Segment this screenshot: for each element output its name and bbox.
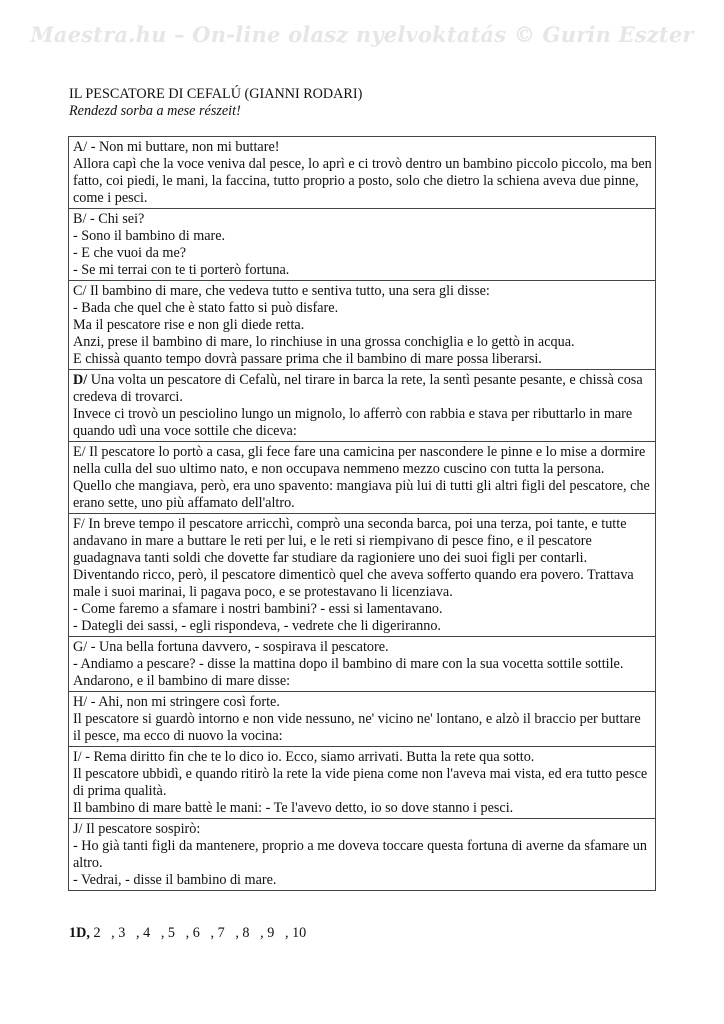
segment-letter: J/ xyxy=(73,821,83,837)
segment-line: - Sono il bambino di mare. xyxy=(73,228,226,244)
segment-line: - E che vuoi da me? xyxy=(73,245,187,261)
segment-text: - Rema diritto fin che te lo dico io. Ecco, siamo arrivati. Butta la rete qua sotto. xyxy=(81,749,535,765)
answer-sequence xyxy=(69,925,306,942)
segment-letter: D/ xyxy=(73,372,88,388)
segment-text: Il pescatore sospirò: xyxy=(82,821,201,837)
segment-letter: F/ xyxy=(73,516,85,532)
segment-cell xyxy=(69,281,656,370)
segment-row xyxy=(69,819,656,891)
segment-line: - Come faremo a sfamare i nostri bambini? - essi si lamentavano. xyxy=(73,601,443,617)
segment-letter: B/ xyxy=(73,211,87,227)
answer-rest: 2 , 3 , 4 , 5 , 6 , 7 , 8 , 9 , 10 xyxy=(89,925,307,941)
segment-line xyxy=(73,821,652,838)
segment-line: - Dategli dei sassi, - egli rispondeva, - vedrete che li digeriranno. xyxy=(73,618,441,634)
segment-line: - Bada che quel che è stato fatto si può disfare. xyxy=(73,300,339,316)
segment-line xyxy=(73,139,652,156)
segment-line: - Vedrai, - disse il bambino di mare. xyxy=(73,872,277,888)
segment-cell xyxy=(69,747,656,819)
segment-cell xyxy=(69,370,656,442)
segment-line: - Ho già tanti figli da mantenere, proprio a me doveva toccare questa fortuna di averne da sfamare un altro. xyxy=(73,838,647,871)
segment-row xyxy=(69,281,656,370)
segment-cell xyxy=(69,637,656,692)
segment-row xyxy=(69,370,656,442)
segment-line: Anzi, prese il bambino di mare, lo rinchiuse in una grossa conchiglia e lo gettò in acqua. xyxy=(73,334,575,350)
segment-cell xyxy=(69,514,656,637)
segment-line: - Se mi terrai con te ti porterò fortuna. xyxy=(73,262,290,278)
segment-line xyxy=(73,372,652,406)
segment-line: Il bambino di mare battè le mani: - Te l'avevo detto, io so dove stanno i pesci. xyxy=(73,800,514,816)
segment-cell xyxy=(69,692,656,747)
segment-cell xyxy=(69,209,656,281)
answer-first: 1D, xyxy=(69,925,90,941)
segment-line: Allora capì che la voce veniva dal pesce, lo aprì e ci trovò dentro un bambino piccolo piccolo, ma ben fatto, coi piedi, le mani, la faccina, tutto proprio a posto, solo che dietro la schiena aveva due pinne, come i pesci. xyxy=(73,156,652,206)
segment-row xyxy=(69,137,656,209)
segment-line: Ma il pescatore rise e non gli diede retta. xyxy=(73,317,305,333)
segment-row xyxy=(69,637,656,692)
story-segments-table xyxy=(68,136,656,891)
segment-line xyxy=(73,444,652,478)
segment-line xyxy=(73,283,652,300)
segment-letter: I/ xyxy=(73,749,82,765)
segment-row xyxy=(69,209,656,281)
segment-cell xyxy=(69,442,656,514)
segment-text: - Una bella fortuna davvero, - sospirava il pescatore. xyxy=(87,639,389,655)
segment-text: Il bambino di mare, che vedeva tutto e sentiva tutto, una sera gli disse: xyxy=(86,283,490,299)
segment-row xyxy=(69,747,656,819)
segment-cell xyxy=(69,819,656,891)
segment-line: Il pescatore si guardò intorno e non vide nessuno, ne' vicino ne' lontano, e alzò il braccio per buttare il pesce, ma ecco di nuovo la vocina: xyxy=(73,711,641,744)
instruction-subtitle: Rendezd sorba a mese részeit! xyxy=(69,103,241,119)
segment-letter: E/ xyxy=(73,444,86,460)
segment-letter: A/ xyxy=(73,139,88,155)
segment-row xyxy=(69,692,656,747)
segment-row xyxy=(69,442,656,514)
segment-letter: H/ xyxy=(73,694,88,710)
segment-line xyxy=(73,516,652,567)
segment-text: In breve tempo il pescatore arricchì, comprò una seconda barca, poi una terza, poi tante, e tutte andavano in mare a buttare le reti per lui, e le reti si riempivano di pesce fino, e il pescatore guadagnava tanti soldi che dovette far studiare da ragioniere uno dei suoi figli per contarli. xyxy=(73,516,627,566)
segment-cell xyxy=(69,137,656,209)
segment-line: Diventando ricco, però, il pescatore dimenticò quel che aveva sofferto quando era povero. Trattava male i suoi marinai, li pagava poco, e se protestavano li licenziava. xyxy=(73,567,634,600)
segment-line xyxy=(73,639,652,656)
segment-text: Il pescatore lo portò a casa, gli fece fare una camicina per nascondere le pinne e lo mise a dormire nella culla del suo ultimo nato, e non occupava nemmeno mezzo cuscino con tutta la persona. xyxy=(73,444,646,477)
segment-text: - Chi sei? xyxy=(86,211,145,227)
segment-line: Invece ci trovò un pesciolino lungo un mignolo, lo afferrò con rabbia e stava per ributtarlo in mare quando udì una voce sottile che diceva: xyxy=(73,406,633,439)
segment-line: Quello che mangiava, però, era uno spavento: mangiava più lui di tutti gli altri figli del pescatore, che erano sette, uno più affamato dell'altro. xyxy=(73,478,650,511)
watermark: Maestra.hu – On-line olasz nyelvoktatás © Gurin Eszter xyxy=(30,22,694,47)
segment-row xyxy=(69,514,656,637)
segment-letter: G/ xyxy=(73,639,88,655)
segment-line xyxy=(73,211,652,228)
segment-line: Andarono, e il bambino di mare disse: xyxy=(73,673,291,689)
segment-line: - Andiamo a pescare? - disse la mattina dopo il bambino di mare con la sua vocetta sottile sottile. xyxy=(73,656,624,672)
segment-line xyxy=(73,694,652,711)
segment-line xyxy=(73,749,652,766)
segment-line: Il pescatore ubbidì, e quando ritirò la rete la vide piena come non l'aveva mai vista, ed era tutto pesce di prima qualità. xyxy=(73,766,648,799)
segment-text: Una volta un pescatore di Cefalù, nel tirare in barca la rete, la sentì pesante pesante, e chissà cosa credeva di trovarci. xyxy=(73,372,643,405)
page-title: IL PESCATORE DI CEFALÚ (GIANNI RODARI) xyxy=(69,86,363,102)
segment-text: - Ahi, non mi stringere così forte. xyxy=(87,694,280,710)
segment-line: E chissà quanto tempo dovrà passare prima che il bambino di mare possa liberarsi. xyxy=(73,351,542,367)
segment-text: - Non mi buttare, non mi buttare! xyxy=(87,139,280,155)
segment-letter: C/ xyxy=(73,283,87,299)
